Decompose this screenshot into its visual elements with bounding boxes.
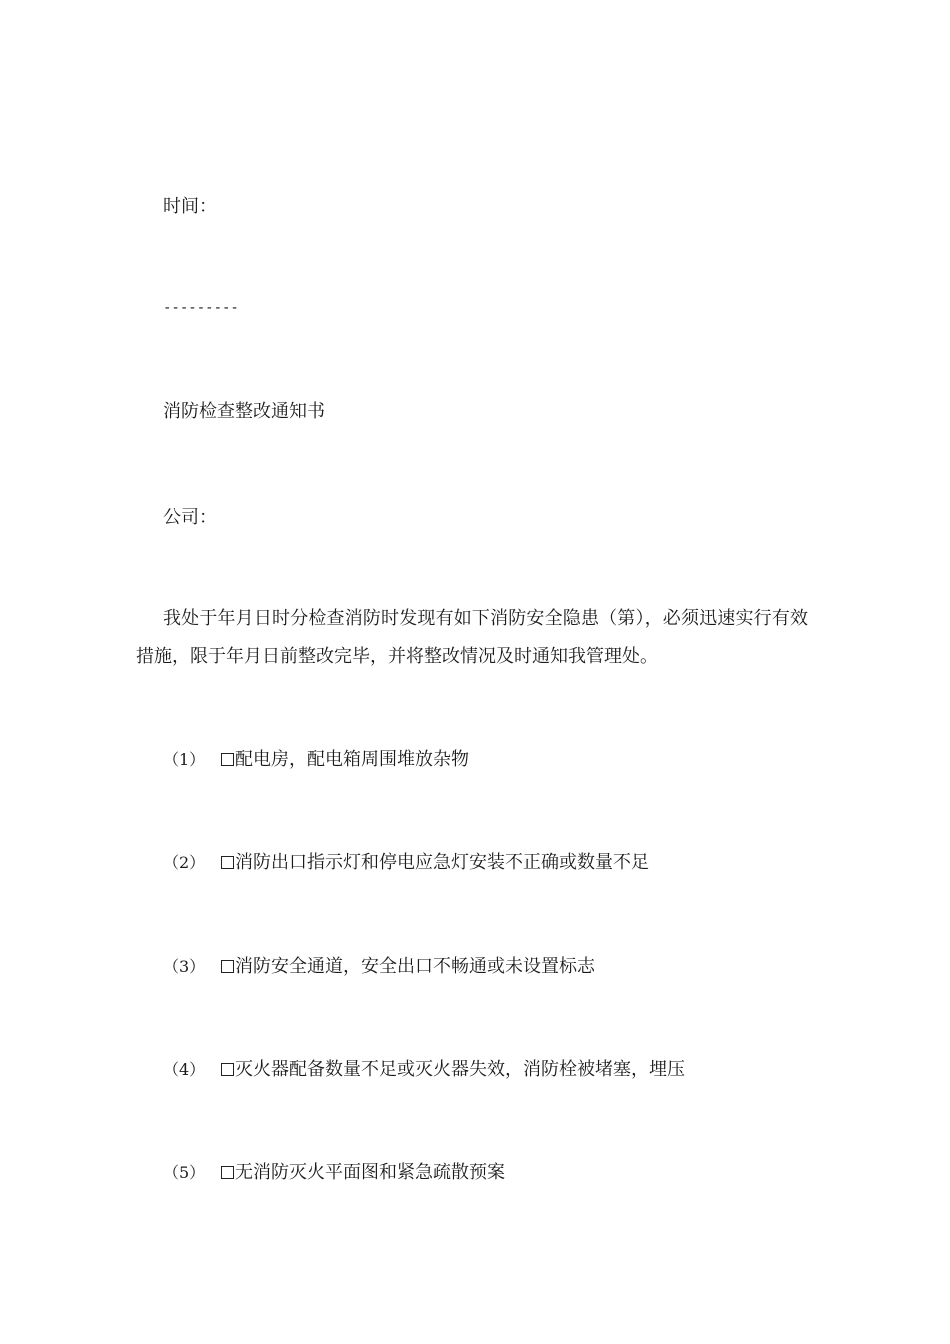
checklist-item-3 (163, 955, 595, 979)
item-number: （1） (163, 750, 206, 769)
checkbox-icon[interactable] (221, 1063, 234, 1076)
item-number: （2） (163, 853, 206, 872)
item-text: 配电房，配电箱周围堆放杂物 (235, 749, 469, 770)
checklist-item-1 (163, 748, 469, 772)
checkbox-icon[interactable] (221, 1166, 234, 1179)
checklist-item-4 (163, 1058, 685, 1082)
checklist-item-2 (163, 851, 649, 875)
checklist-item-5 (163, 1161, 505, 1185)
time-label: 时间： (163, 196, 217, 217)
item-number: （3） (163, 957, 206, 976)
document-title: 消防检查整改通知书 (163, 401, 325, 422)
item-number: （5） (163, 1163, 206, 1182)
item-text: 无消防灭火平面图和紧急疏散预案 (235, 1162, 505, 1183)
checkbox-icon[interactable] (221, 753, 234, 766)
item-text: 灭火器配备数量不足或灭火器失效，消防栓被堵塞，埋压 (235, 1059, 685, 1080)
body-paragraph: 我处于年月日时分检查消防时发现有如下消防安全隐患（第），必须迅速实行有效措施，限于年月日前整改完毕，并将整改情况及时通知我管理处。 (136, 608, 808, 667)
item-number: （4） (163, 1060, 206, 1079)
company-label: 公司： (163, 507, 217, 528)
item-text: 消防安全通道，安全出口不畅通或未设置标志 (235, 956, 595, 977)
checkbox-icon[interactable] (221, 960, 234, 973)
separator-line: --------- (163, 300, 239, 316)
checkbox-icon[interactable] (221, 856, 234, 869)
item-text: 消防出口指示灯和停电应急灯安装不正确或数量不足 (235, 852, 649, 873)
